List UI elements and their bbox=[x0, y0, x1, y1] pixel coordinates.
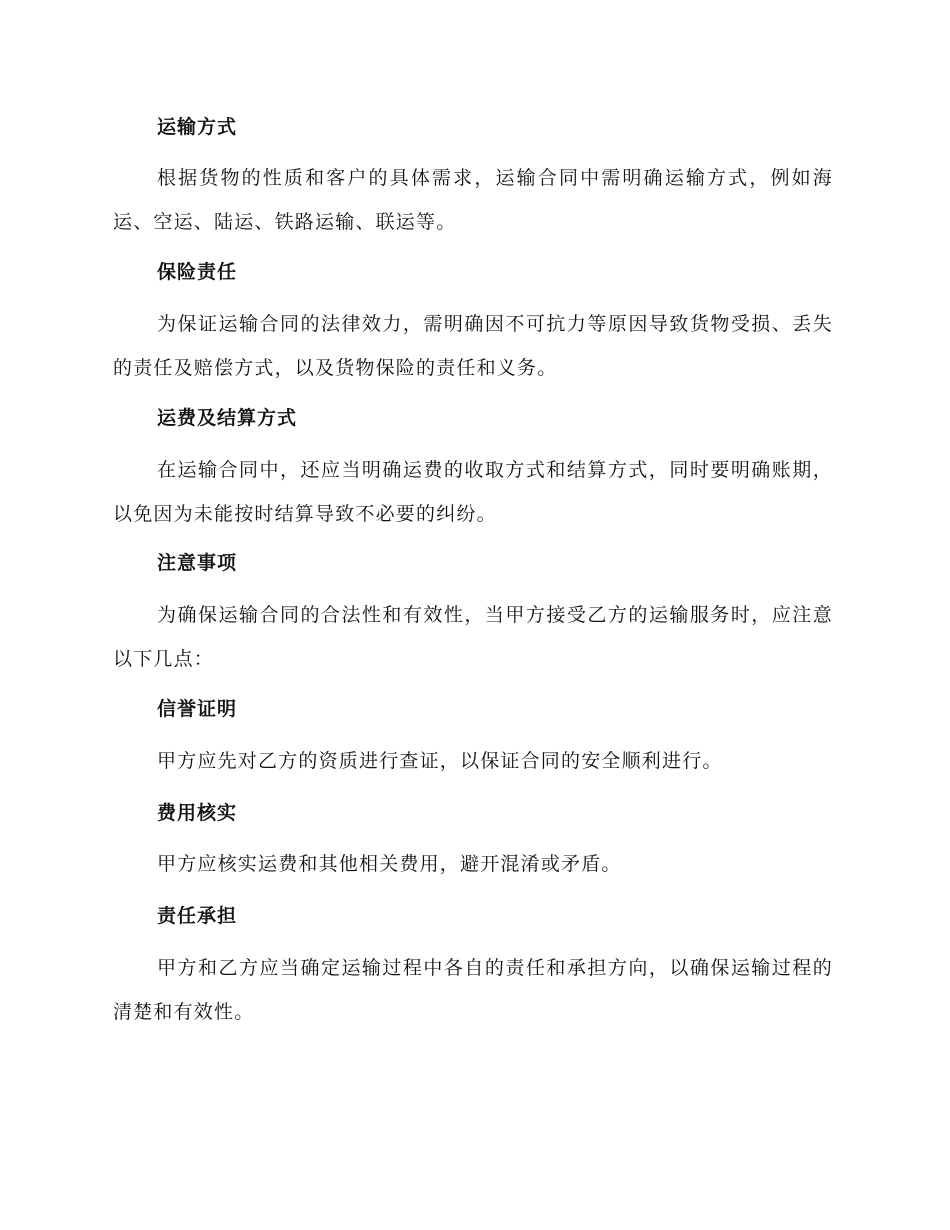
section-heading-insurance: 保险责任 bbox=[157, 261, 238, 283]
section-body-transport-mode: 根据货物的性质和客户的具体需求，运输合同中需明确运输方式，例如海运、空运、陆运、铁路运输、联运等。 bbox=[113, 167, 833, 233]
section-body-insurance: 为保证运输合同的法律效力，需明确因不可抗力等原因导致货物受损、丢失的责任及赔偿方式，以及货物保险的责任和义务。 bbox=[113, 313, 833, 379]
section-heading-freight-settlement: 运费及结算方式 bbox=[157, 407, 298, 429]
section-heading-credit-proof: 信誉证明 bbox=[157, 698, 238, 720]
section-body-credit-proof: 甲方应先对乙方的资质进行查证，以保证合同的安全顺利进行。 bbox=[157, 750, 723, 772]
section-body-freight-settlement: 在运输合同中，还应当明确运费的收取方式和结算方式，同时要明确账期，以免因为未能按时结算导致不必要的纠纷。 bbox=[113, 459, 833, 525]
section-body-liability: 甲方和乙方应当确定运输过程中各自的责任和承担方向，以确保运输过程的清楚和有效性。 bbox=[113, 957, 833, 1023]
section-heading-transport-mode: 运输方式 bbox=[157, 116, 238, 138]
section-body-notes: 为确保运输合同的合法性和有效性，当甲方接受乙方的运输服务时，应注意以下几点： bbox=[113, 604, 833, 670]
section-heading-liability: 责任承担 bbox=[157, 905, 238, 927]
section-body-fee-check: 甲方应核实运费和其他相关费用，避开混淆或矛盾。 bbox=[157, 853, 622, 875]
section-heading-fee-check: 费用核实 bbox=[157, 802, 238, 824]
section-heading-notes: 注意事项 bbox=[157, 552, 238, 574]
